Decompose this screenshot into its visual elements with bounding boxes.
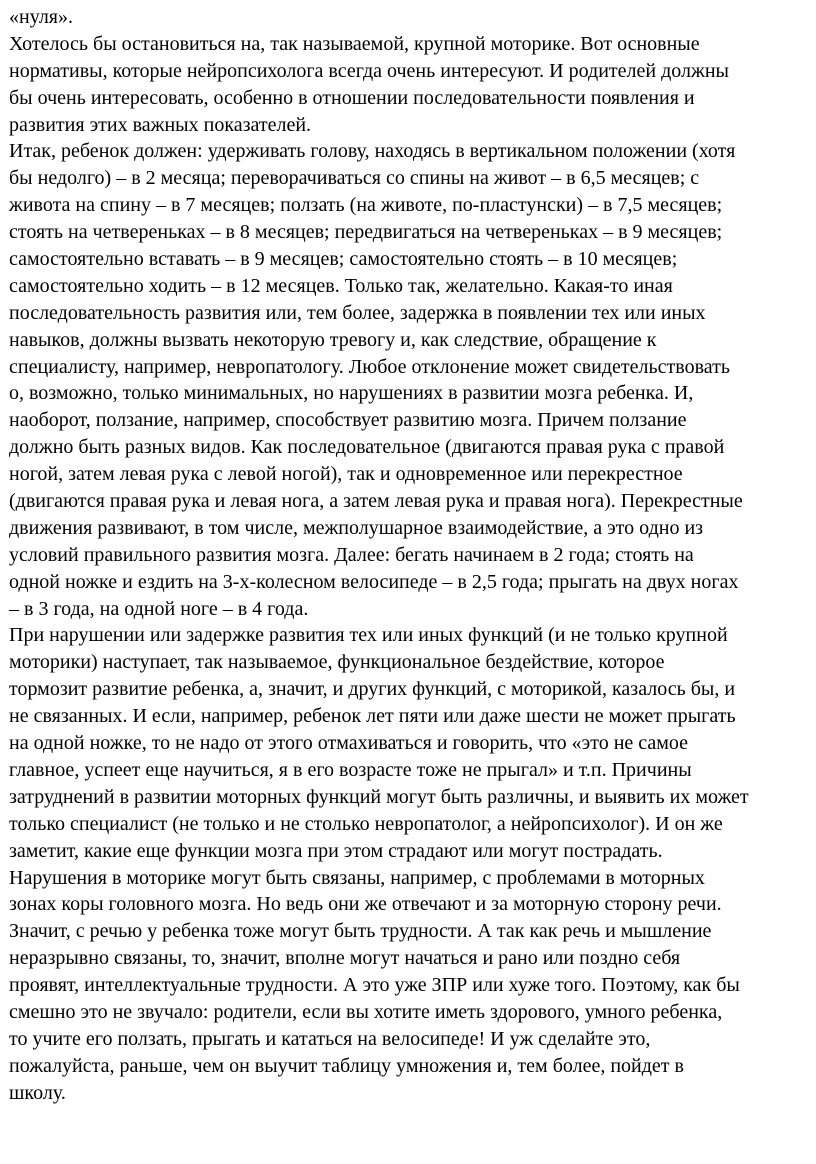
- text-line: неразрывно связаны, то, значит, вполне могут начаться и рано или поздно себя: [9, 947, 681, 970]
- text-line: бы недолго) – в 2 месяца; переворачиваться со спины на живот – в 6,5 месяцев; с: [9, 167, 700, 190]
- document-page: [9, 4, 809, 1107]
- text-line: Хотелось бы остановиться на, так называемой, крупной моторике. Вот основные: [9, 32, 700, 55]
- text-line: (двигаются правая рука и левая нога, а затем левая рука и правая нога). Перекрестные: [9, 490, 743, 513]
- text-line: навыков, должны вызвать некоторую тревогу и, как следствие, обращение к: [9, 328, 657, 351]
- text-line: не связанных. И если, например, ребенок лет пяти или даже шести не может прыгать: [9, 705, 736, 728]
- text-line: самостоятельно вставать – в 9 месяцев; самостоятельно стоять – в 10 месяцев;: [9, 248, 678, 271]
- text-line: Итак, ребенок должен: удерживать голову, находясь в вертикальном положении (хотя: [9, 140, 736, 163]
- paragraph-milestones: [9, 138, 809, 622]
- paragraph-gross-motor-intro: [9, 31, 809, 139]
- text-line: пожалуйста, раньше, чем он выучит таблицу умножения и, тем более, пойдет в: [9, 1054, 684, 1077]
- text-line: одной ножке и ездить на 3-х-колесном велосипеде – в 2,5 года; прыгать на двух ногах: [9, 570, 739, 593]
- text-line: «нуля».: [9, 6, 74, 28]
- text-line: живота на спину – в 7 месяцев; ползать (на животе, по-пластунски) – в 7,5 месяцев;: [9, 194, 723, 217]
- text-line: то учите его ползать, прыгать и кататься на велосипеде! И уж сделайте это,: [9, 1027, 651, 1050]
- text-line: моторики) наступает, так называемое, функциональное бездействие, которое: [9, 651, 665, 674]
- text-line: главное, успеет еще научиться, я в его возрасте тоже не прыгал» и т.п. Причины: [9, 758, 692, 781]
- text-line: Нарушения в моторике могут быть связаны, например, с проблемами в моторных: [9, 866, 705, 889]
- text-line: специалисту, например, невропатологу. Любое отклонение может свидетельствовать: [9, 355, 730, 378]
- text-line: При нарушении или задержке развития тех или иных функций (и не только крупной: [9, 624, 728, 647]
- text-line: самостоятельно ходить – в 12 месяцев. Только так, желательно. Какая-то иная: [9, 274, 673, 297]
- text-line: должно быть разных видов. Как последовательное (двигаются правая рука с правой: [9, 436, 725, 459]
- text-line: на одной ножке, то не надо от этого отмахиваться и говорить, что «это не самое: [9, 732, 689, 755]
- text-line: тормозит развитие ребенка, а, значит, и других функций, с моторикой, казалось бы, и: [9, 678, 736, 701]
- text-line: – в 3 года, на одной ноге – в 4 года.: [9, 597, 309, 620]
- text-line: школу.: [9, 1081, 66, 1104]
- text-line: нормативы, которые нейропсихолога всегда очень интересуют. И родителей должны: [9, 59, 729, 82]
- text-line: условий правильного развития мозга. Далее: бегать начинаем в 2 года; стоять на: [9, 543, 694, 566]
- text-line: последовательность развития или, тем более, задержка в появлении тех или иных: [9, 301, 706, 324]
- text-line: о, возможно, только минимальных, но нарушениях в развитии мозга ребенка. И,: [9, 382, 694, 405]
- text-line: заметит, какие еще функции мозга при этом страдают или могут пострадать.: [9, 839, 663, 862]
- text-line: только специалист (не только и не столько невропатолог, а нейропсихолог). И он же: [9, 812, 723, 835]
- text-line: движения развивают, в том числе, межполушарное взаимодействие, а это одно из: [9, 516, 704, 539]
- text-line: развития этих важных показателей.: [9, 113, 312, 136]
- text-line: ногой, затем левая рука с левой ногой), так и одновременное или перекрестное: [9, 463, 683, 486]
- text-line: зонах коры головного мозга. Но ведь они же отвечают и за моторную сторону речи.: [9, 893, 722, 916]
- text-line: стоять на четвереньках – в 8 месяцев; передвигаться на четвереньках – в 9 месяцев;: [9, 221, 723, 244]
- paragraph-continuation: [9, 4, 809, 31]
- text-line: Значит, с речью у ребенка тоже могут быть трудности. А так как речь и мышление: [9, 920, 712, 943]
- text-line: бы очень интересовать, особенно в отношении последовательности появления и: [9, 86, 695, 109]
- text-line: проявят, интеллектуальные трудности. А это уже ЗПР или хуже того. Поэтому, как бы: [9, 974, 740, 997]
- text-line: наоборот, ползание, например, способствует развитию мозга. Причем ползание: [9, 409, 687, 432]
- text-line: затруднений в развитии моторных функций могут быть различны, и выявить их может: [9, 785, 749, 808]
- paragraph-developmental-delay: [9, 622, 809, 1106]
- text-line: смешно это не звучало: родители, если вы хотите иметь здорового, умного ребенка,: [9, 1000, 723, 1023]
